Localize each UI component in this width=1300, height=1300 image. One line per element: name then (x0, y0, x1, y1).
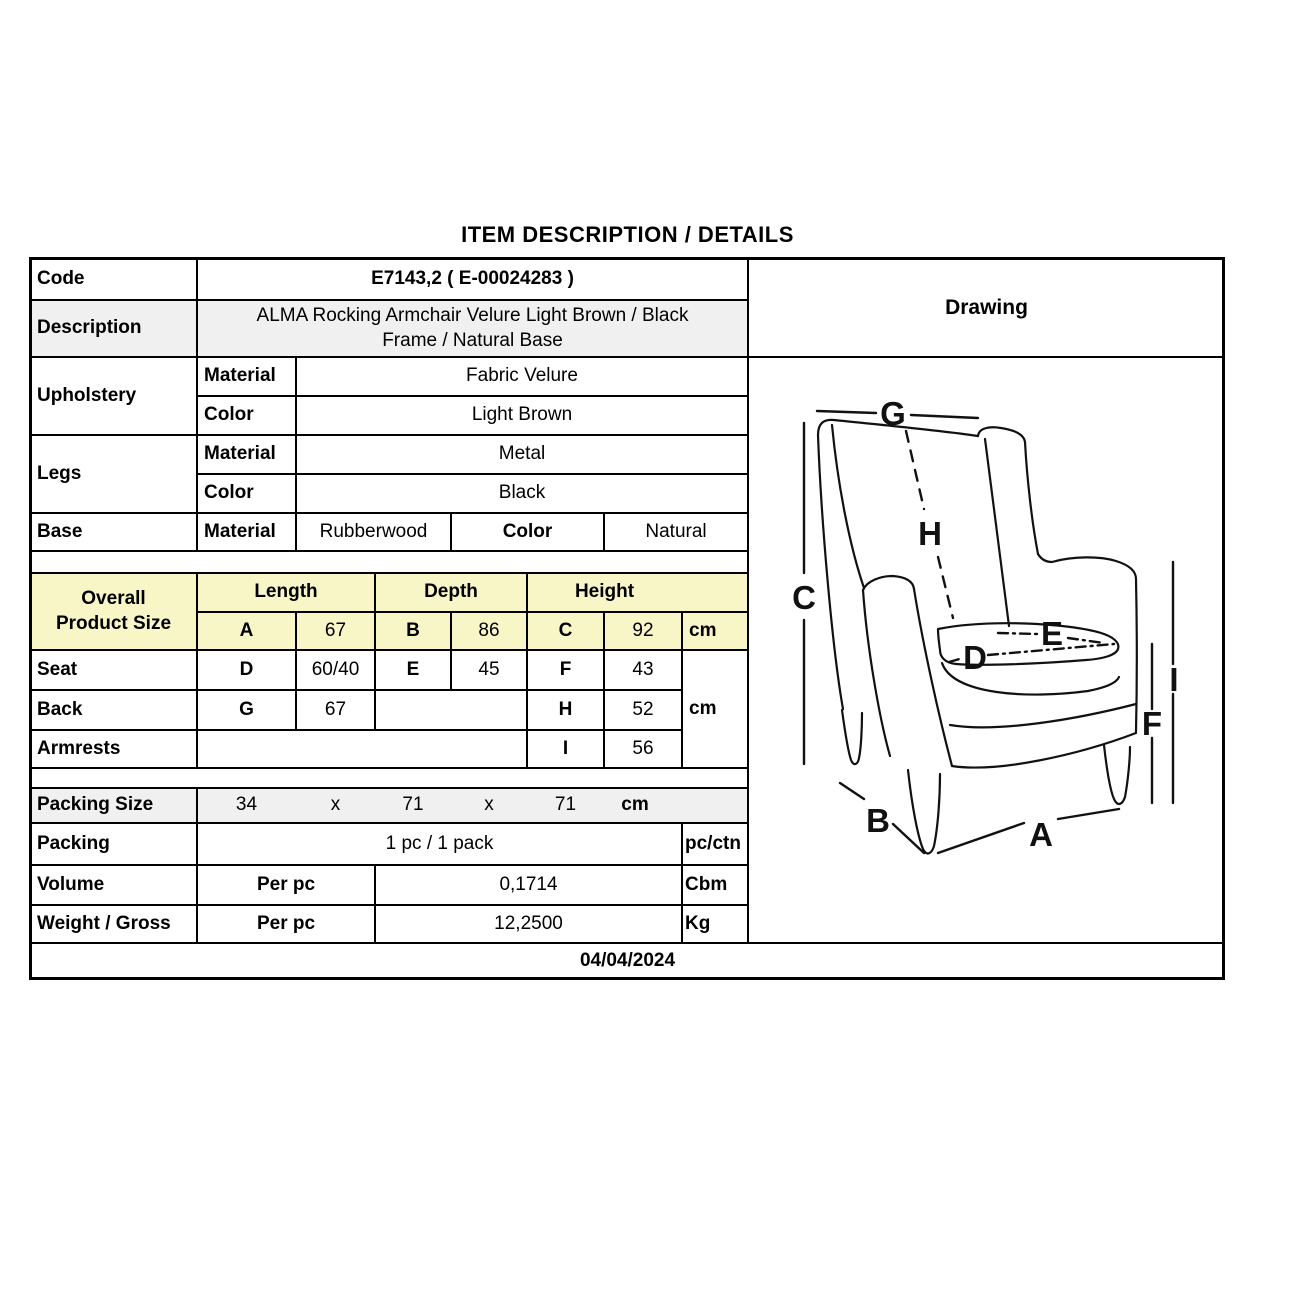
packing-size-w: 34 (235, 794, 258, 816)
packing-size-d: 71 (402, 794, 424, 816)
dim-b-key: B (406, 619, 420, 641)
weight-value: 12,2500 (494, 912, 563, 934)
upholstery-color-value: Light Brown (471, 404, 573, 426)
volume-unit: Cbm (685, 873, 728, 895)
volume-value: 0,1714 (499, 873, 558, 895)
date-value: 04/04/2024 (579, 950, 676, 972)
dim-d-key: D (239, 658, 254, 680)
label-h: H (918, 515, 942, 552)
dim-a-value: 67 (324, 619, 347, 641)
dimension-lines (804, 411, 1173, 853)
description-value: ALMA Rocking Armchair Velure Light Brown / Black Frame / Natural Base (256, 304, 694, 351)
drawing-header: Drawing (945, 295, 1028, 319)
volume-label: Volume (37, 873, 105, 895)
dim-g-key: G (239, 698, 254, 720)
base-color-value: Natural (645, 520, 707, 542)
upholstery-material-value: Fabric Velure (466, 365, 578, 387)
seat-back-arm-unit: cm (689, 697, 717, 719)
code-value: E7143,2 ( E-00024283 ) (371, 267, 574, 289)
packing-size-x1: x (330, 794, 341, 816)
base-color-label: Color (502, 520, 553, 542)
label-e: E (1040, 615, 1064, 652)
label-i: I (1169, 661, 1179, 698)
base-material-value: Rubberwood (319, 520, 428, 542)
armchair-outline (818, 420, 1137, 854)
packing-value: 1 pc / 1 pack (385, 832, 494, 854)
height-header: Height (574, 581, 635, 603)
packing-label: Packing (37, 832, 110, 854)
packing-unit: pc/ctn (685, 832, 741, 854)
upholstery-label: Upholstery (37, 384, 137, 406)
label-b: B (866, 802, 890, 839)
dim-h-key: H (558, 698, 573, 720)
dim-e-key: E (406, 658, 420, 680)
seat-label: Seat (37, 658, 78, 680)
weight-basis: Per pc (256, 912, 316, 934)
dim-c-value: 92 (632, 619, 654, 641)
dim-f-value: 43 (632, 658, 654, 680)
depth-header: Depth (424, 581, 478, 603)
dim-i-key: I (562, 737, 569, 759)
legs-material-label: Material (204, 443, 276, 465)
base-material-label: Material (204, 520, 276, 542)
page-title: ITEM DESCRIPTION / DETAILS (461, 222, 794, 247)
weight-unit: Kg (685, 912, 711, 934)
legs-label: Legs (37, 462, 82, 484)
length-header: Length (254, 581, 318, 603)
description-label: Description (37, 317, 142, 339)
dim-a-key: A (239, 619, 254, 641)
dim-d-value: 60/40 (311, 658, 360, 680)
dim-b-value: 86 (478, 619, 500, 641)
dim-g-value: 67 (324, 698, 347, 720)
legs-color-value: Black (498, 482, 546, 504)
overall-size-label: Overall Product Size (55, 587, 172, 634)
legs-color-label: Color (204, 482, 254, 504)
label-g: G (880, 395, 906, 432)
packing-size-x2: x (484, 794, 494, 816)
upholstery-material-label: Material (204, 365, 276, 387)
armchair-dimension-drawing (748, 357, 1225, 944)
packing-size-unit: cm (621, 794, 649, 816)
dim-e-value: 45 (478, 658, 500, 680)
weight-label: Weight / Gross (37, 912, 171, 934)
overall-unit: cm (689, 619, 717, 641)
label-a: A (1029, 816, 1053, 853)
packing-size-h: 71 (554, 794, 577, 816)
label-c: C (792, 579, 816, 616)
label-f: F (1141, 705, 1163, 742)
label-d: D (963, 639, 987, 676)
dim-f-key: F (559, 658, 572, 680)
armrests-label: Armrests (37, 737, 121, 759)
back-label: Back (37, 698, 83, 720)
packing-size-label: Packing Size (37, 794, 154, 816)
dim-h-value: 52 (632, 698, 654, 720)
code-label: Code (37, 267, 85, 289)
dim-c-key: C (558, 619, 573, 641)
volume-basis: Per pc (256, 873, 316, 895)
upholstery-color-label: Color (204, 404, 254, 426)
dim-i-value: 56 (632, 737, 654, 759)
legs-material-value: Metal (498, 443, 546, 465)
base-label: Base (37, 520, 83, 542)
